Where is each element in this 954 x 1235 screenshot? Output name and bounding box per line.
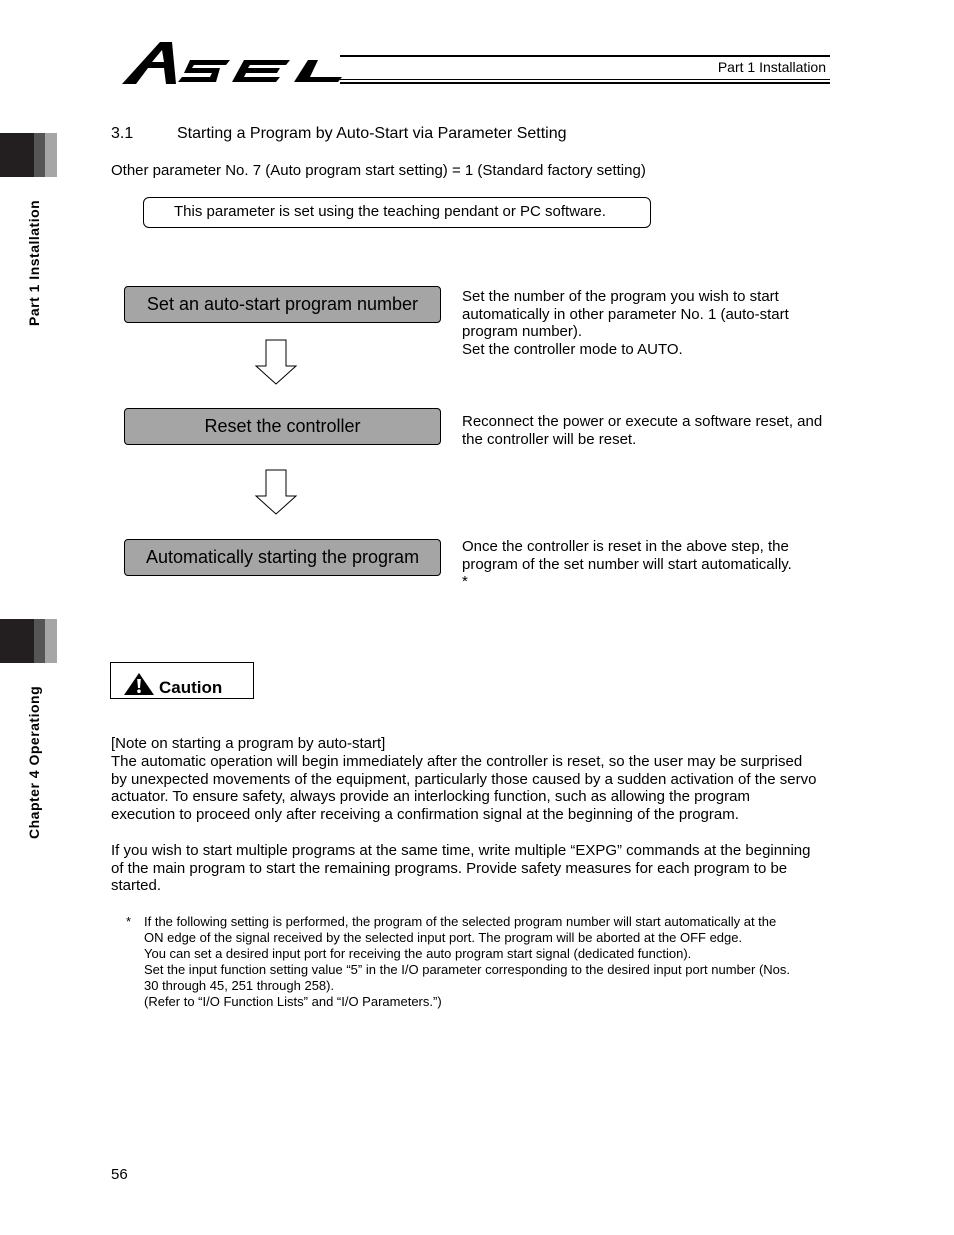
note-heading: [Note on starting a program by auto-start] [111,735,386,752]
page-number: 56 [111,1166,128,1183]
note-line: actuator. To ensure safety, always provide an interlocking function, such as allowing the program [111,788,750,806]
header-rule-bottom [340,82,830,84]
desc-line: Reconnect the power or execute a software reset, and [462,413,823,430]
down-arrow-icon [254,469,298,515]
flow-step-2: Reset the controller [124,408,441,445]
note-line: by unexpected movements of the equipment, particularly those caused by a sudden activation of the servo [111,770,817,788]
flow-step-2-description [462,413,852,448]
section-heading [111,125,567,143]
header-rule-mid [340,79,830,80]
side-tab-lower-label: Chapter 4 Operationg [26,685,42,839]
footnote-line: If the following setting is performed, the program of the selected program number will start automatically at the [144,914,777,929]
footnote-line: (Refer to “I/O Function Lists” and “I/O Parameters.”) [144,994,442,1009]
note-line: The automatic operation will begin immediately after the controller is reset, so the user may be surprised [111,752,803,770]
down-arrow-icon [254,339,298,385]
desc-line: automatically in other parameter No. 1 (auto-start [462,305,789,323]
footnote-marker: * [126,914,132,929]
desc-line: Once the controller is reset in the above step, the [462,538,789,555]
footnote-line: 30 through 45, 251 through 258). [144,978,335,993]
footnote-line: ON edge of the signal received by the selected input port. The program will be aborted at the OFF edge. [144,930,743,945]
footnote-line: Set the input function setting value “5” in the I/O parameter corresponding to the desired input port number (Nos. [144,962,791,977]
side-tab-lower-marker [0,619,57,663]
flow-step-3: Automatically starting the program [124,539,441,576]
section-title: Starting a Program by Auto-Start via Parameter Setting [177,125,567,142]
header-section-label: Part 1 Installation [717,59,826,75]
caution-box [110,662,254,699]
warning-triangle-icon [123,672,155,696]
note-line: of the main program to start the remaining programs. Provide safety measures for each program to be [111,859,788,877]
desc-line: the controller will be reset. [462,430,637,448]
flow-step-1-description [462,288,852,359]
parameter-note-box [143,197,651,228]
caution-label: Caution [159,678,223,697]
note-line: If you wish to start multiple programs at the same time, write multiple “EXPG” commands at the beginning [111,841,811,859]
asel-logo [120,38,342,88]
desc-line: program number). [462,323,583,341]
desc-line: Set the number of the program you wish to start [462,288,779,305]
desc-line: Set the controller mode to AUTO. [462,341,683,359]
flow-step-1: Set an auto-start program number [124,286,441,323]
desc-line: program of the set number will start automatically. [462,555,792,573]
parameter-line: Other parameter No. 7 (Auto program start setting) = 1 (Standard factory setting) [111,162,646,179]
note-line: started. [111,877,162,895]
note-line: execution to proceed only after receiving a confirmation signal at the beginning of the program. [111,806,739,824]
section-number: 3.1 [111,125,134,142]
desc-line: * [462,573,468,591]
side-tab-upper-marker [0,133,57,177]
footnote-line: You can set a desired input port for receiving the auto program start signal (dedicated function). [144,946,692,961]
header-rule-top [340,55,830,57]
caution-note [111,735,851,895]
side-tab-upper-label: Part 1 Installation [26,199,42,326]
flow-step-3-description [462,538,852,591]
parameter-note-text: This parameter is set using the teaching pendant or PC software. [174,203,606,220]
footnote [144,914,852,1010]
